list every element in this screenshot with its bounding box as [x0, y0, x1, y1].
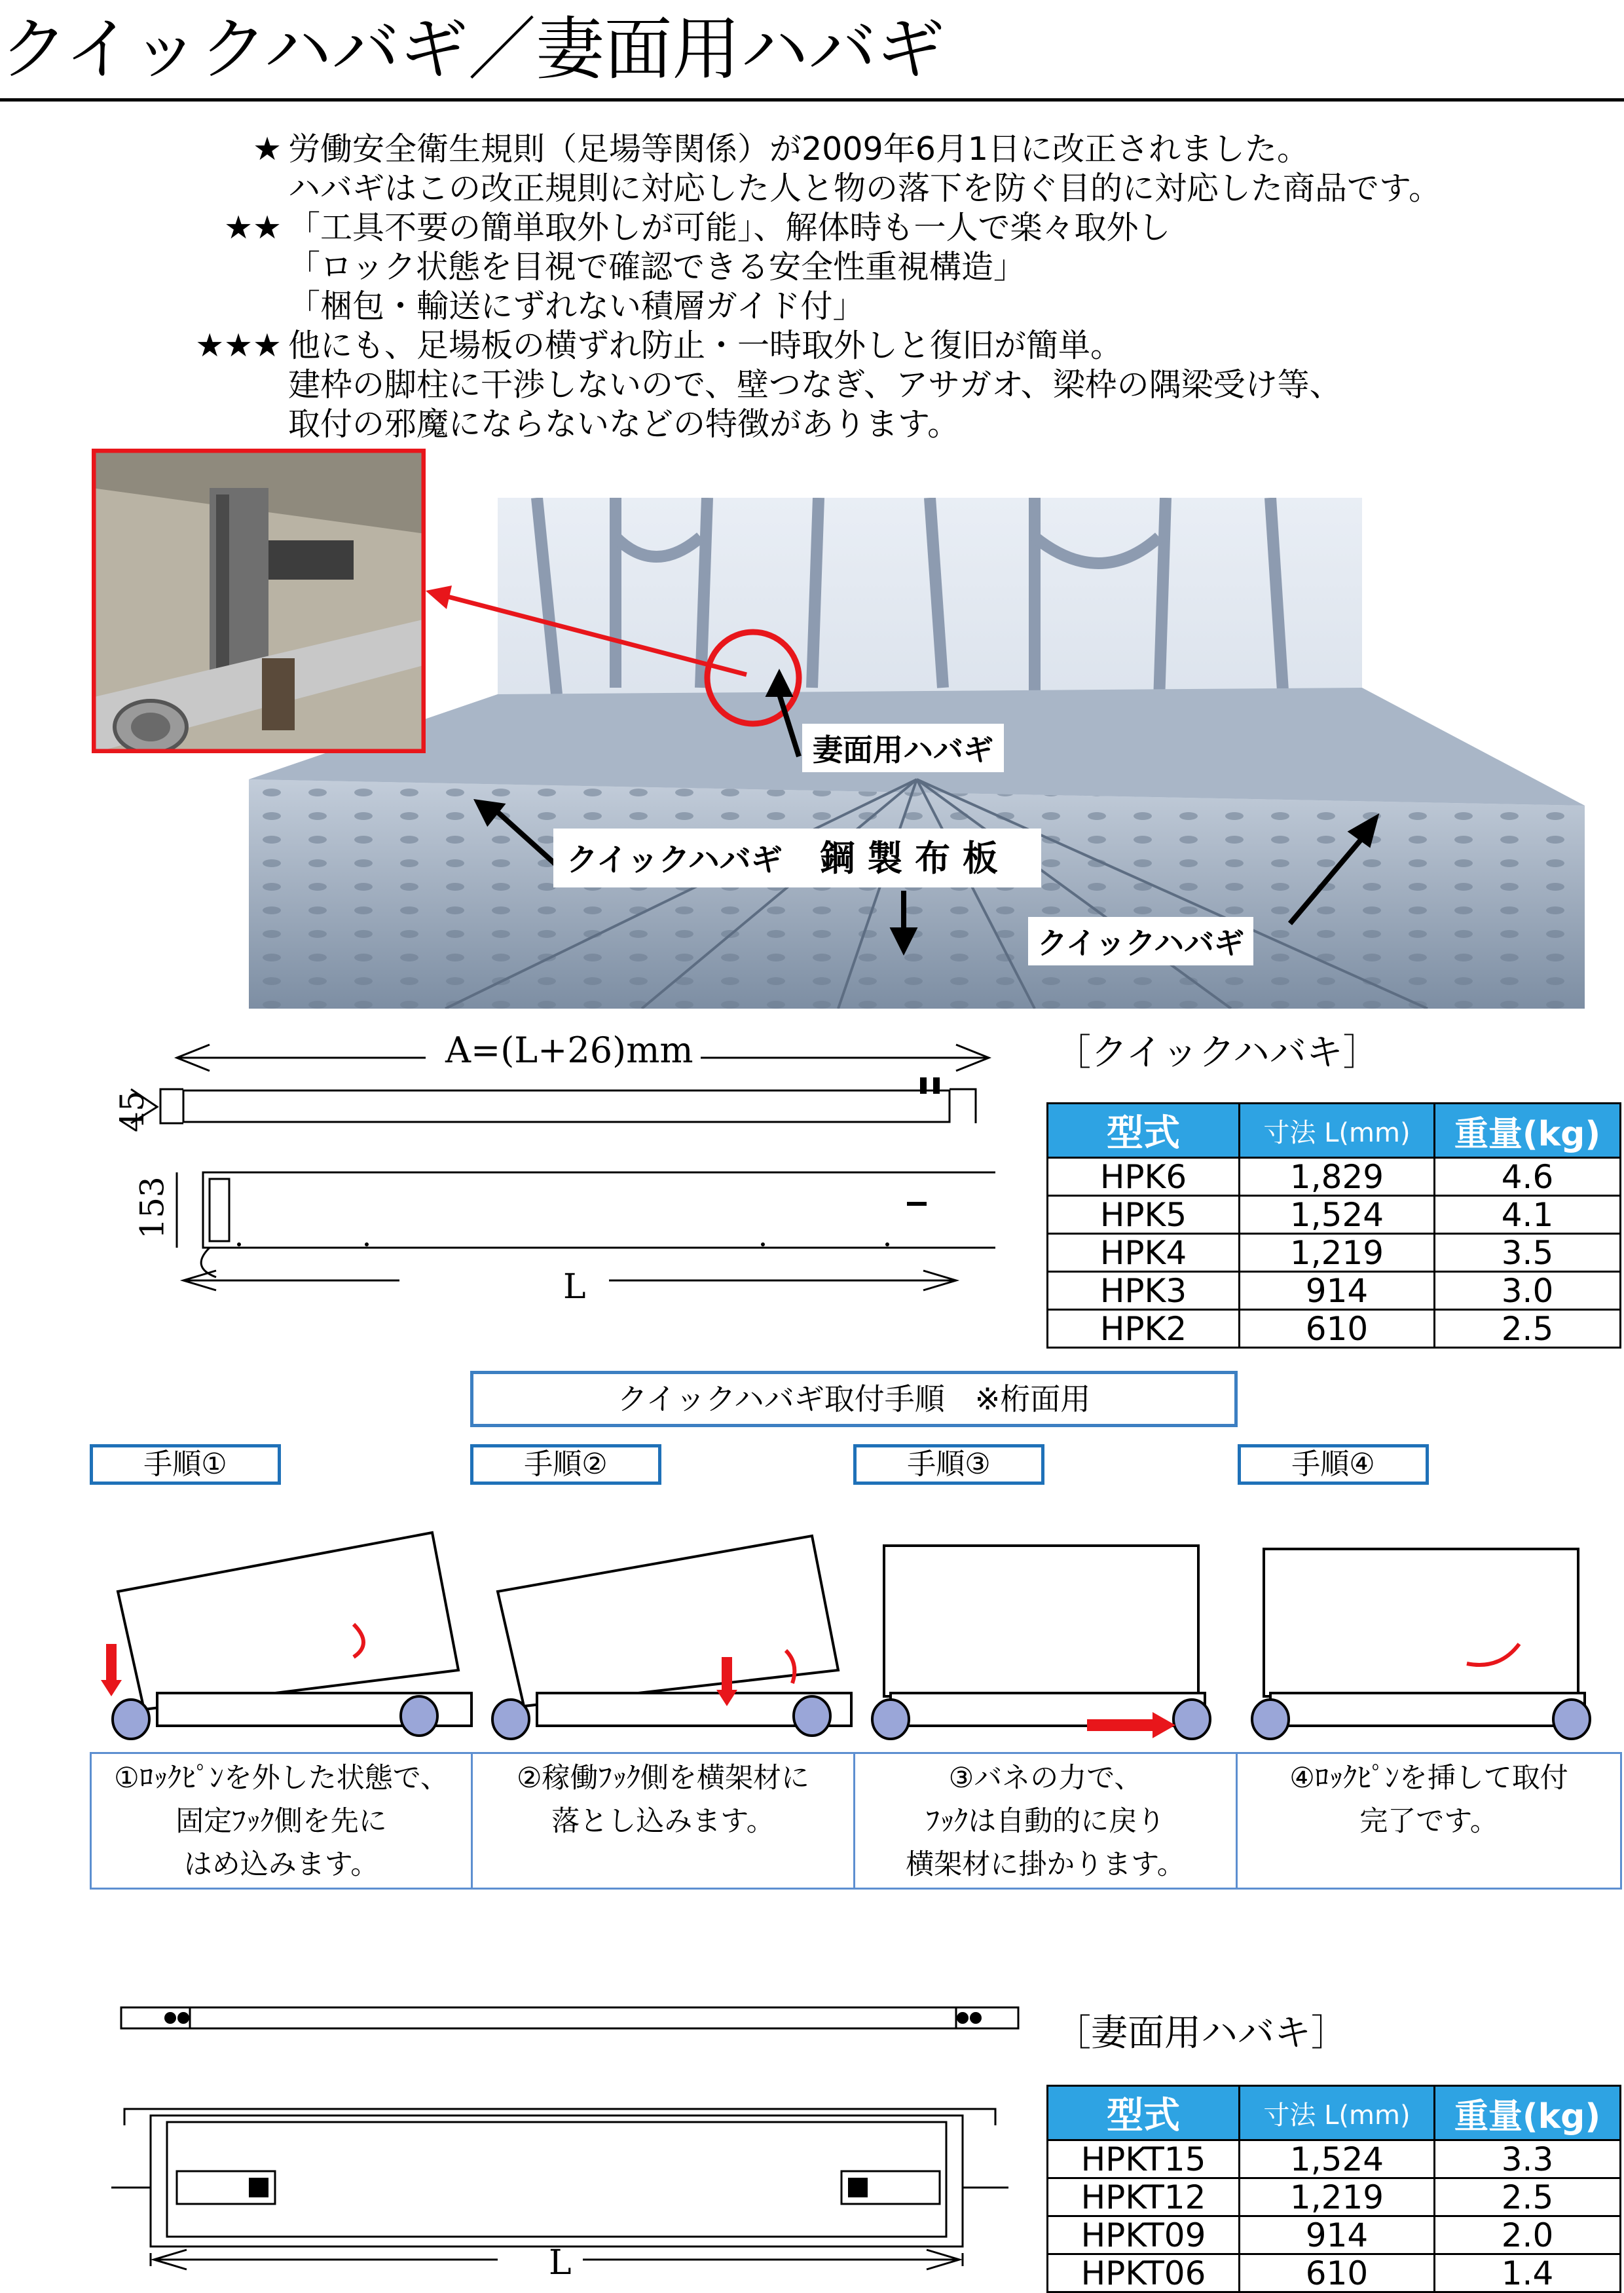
- weight-cell: 2.0: [1435, 2216, 1621, 2254]
- feature-line: 取付の邪魔にならないなどの特徴があります。: [288, 405, 960, 443]
- quick-label-right: クイックハバギ: [1028, 917, 1253, 965]
- table-row: [1048, 1234, 1621, 1272]
- length-cell: 610: [1240, 1310, 1435, 1348]
- model-cell: HPK2: [1048, 1310, 1240, 1348]
- step-3-label: 手順③: [853, 1444, 1044, 1485]
- table-row: [1048, 2254, 1621, 2292]
- weight-cell: 2.5: [1435, 1310, 1621, 1348]
- step-4-label: 手順④: [1238, 1444, 1429, 1485]
- end-spec-table: [1046, 2085, 1621, 2293]
- feature-3: [195, 326, 1342, 444]
- weight-cell: 2.5: [1435, 2178, 1621, 2216]
- col-header-length: 寸法 L(mm): [1240, 2086, 1435, 2140]
- weight-cell: 1.4: [1435, 2254, 1621, 2292]
- feature-line: 「工具不要の簡単取外しが可能」、解体時も一人で楽々取外し: [288, 209, 1171, 246]
- feature-line: 労働安全衛生規則（足場等関係）が2009年6月1日に改正されました。: [288, 130, 1310, 168]
- step-1-label: 手順①: [90, 1444, 281, 1485]
- dim-a-label: A=(L+26)mm: [445, 1030, 693, 1071]
- step-4-illustration: [1252, 1549, 1590, 1739]
- description-line: はめ込みます。: [183, 1848, 379, 1881]
- dim-153-label: 153: [133, 1176, 172, 1239]
- quick-spec-table: [1046, 1102, 1621, 1349]
- dim-l-label: L: [563, 1267, 586, 1307]
- table-row: [1048, 1310, 1621, 1348]
- length-cell: 914: [1240, 2216, 1435, 2254]
- length-cell: 1,219: [1240, 1234, 1435, 1272]
- description-line: ④ﾛｯｸﾋﾟﾝを挿して取付: [1289, 1762, 1568, 1795]
- star-icon: ★★: [224, 209, 282, 246]
- col-header-model: 型式: [1048, 1104, 1240, 1158]
- length-cell: 1,524: [1240, 2140, 1435, 2178]
- step-4-description: [1236, 1752, 1622, 1890]
- feature-1: [253, 130, 1441, 208]
- weight-cell: 4.6: [1435, 1158, 1621, 1196]
- description-line: 固定ﾌｯｸ側を先に: [175, 1805, 387, 1838]
- model-cell: HPK4: [1048, 1234, 1240, 1272]
- col-header-length: 寸法 L(mm): [1240, 1104, 1435, 1158]
- feature-2: [224, 208, 1171, 326]
- board-label-box: [553, 829, 1041, 887]
- model-cell: HPK5: [1048, 1196, 1240, 1234]
- quick-table-title: ［クイックハバキ］: [1054, 1032, 1380, 1074]
- description-line: ③バネの力で、: [948, 1762, 1143, 1795]
- model-cell: HPKT06: [1048, 2254, 1240, 2292]
- quick-label-left: クイックハバギ: [566, 842, 783, 878]
- model-cell: HPKT09: [1048, 2216, 1240, 2254]
- table-row: [1048, 2178, 1621, 2216]
- feature-line: 「ロック状態を目視で確認できる安全性重視構造」: [288, 248, 1026, 286]
- feature-line: 他にも、足場板の横ずれ防止・一時取外しと復旧が簡単。: [288, 327, 1123, 364]
- description-line: ①ﾛｯｸﾋﾟﾝを外した状態で、: [114, 1762, 449, 1795]
- col-header-weight: 重量(kg): [1435, 1104, 1621, 1158]
- step-2-illustration: [492, 1536, 851, 1739]
- feature-line: ハバギはこの改正規則に対応した人と物の落下を防ぐ目的に対応した商品です。: [288, 170, 1441, 207]
- end-dim-l-label: L: [549, 2243, 572, 2283]
- length-cell: 610: [1240, 2254, 1435, 2292]
- weight-cell: 3.5: [1435, 1234, 1621, 1272]
- step-1-description: [90, 1752, 473, 1890]
- hook-closeup-photo: [92, 449, 426, 753]
- table-row: [1048, 1158, 1621, 1196]
- length-cell: 1,524: [1240, 1196, 1435, 1234]
- model-cell: HPK6: [1048, 1158, 1240, 1196]
- procedure-illustrations: [92, 1506, 1624, 1749]
- feature-line: 「梱包・輸送にずれない積層ガイド付」: [288, 288, 865, 325]
- length-cell: 1,219: [1240, 2178, 1435, 2216]
- steel-board-label: 鋼 製 布 板: [819, 837, 998, 879]
- table-row: [1048, 2216, 1621, 2254]
- table-row: [1048, 1196, 1621, 1234]
- length-cell: 1,829: [1240, 1158, 1435, 1196]
- col-header-weight: 重量(kg): [1435, 2086, 1621, 2140]
- page-title: クイックハバギ／妻面用ハバギ: [0, 0, 1624, 102]
- procedure-title: クイックハバギ取付手順 ※桁面用: [470, 1371, 1238, 1427]
- end-table-title: ［妻面用ハバキ］: [1054, 2012, 1348, 2055]
- model-cell: HPK3: [1048, 1272, 1240, 1310]
- description-line: 横架材に掛かります。: [906, 1848, 1185, 1881]
- description-line: 落とし込みます。: [551, 1805, 775, 1838]
- description-line: ②稼働ﾌｯｸ側を横架材に: [516, 1762, 810, 1795]
- col-header-model: 型式: [1048, 2086, 1240, 2140]
- length-cell: 914: [1240, 1272, 1435, 1310]
- red-callout-arrow: [419, 576, 760, 681]
- model-cell: HPKT12: [1048, 2178, 1240, 2216]
- step-2-label: 手順②: [470, 1444, 661, 1485]
- star-icon: ★: [253, 130, 282, 168]
- table-row: [1048, 2140, 1621, 2178]
- end-face-habaki-diagram: [111, 1991, 1041, 2279]
- table-row: [1048, 1272, 1621, 1310]
- model-cell: HPKT15: [1048, 2140, 1240, 2178]
- star-icon: ★★★: [195, 327, 282, 364]
- weight-cell: 3.3: [1435, 2140, 1621, 2178]
- weight-cell: 4.1: [1435, 1196, 1621, 1234]
- step-2-description: [471, 1752, 855, 1890]
- description-line: 完了です。: [1359, 1805, 1498, 1838]
- feature-line: 建枠の脚柱に干渉しないので、壁つなぎ、アサガオ、梁枠の隅梁受け等、: [288, 366, 1342, 403]
- step-3-description: [853, 1752, 1238, 1890]
- description-line: ﾌｯｸは自動的に戻り: [925, 1805, 1166, 1838]
- weight-cell: 3.0: [1435, 1272, 1621, 1310]
- step-1-illustration: [113, 1533, 471, 1739]
- dim-45-label: 45: [113, 1091, 151, 1132]
- step-3-illustration: [872, 1546, 1210, 1739]
- end-face-label: 妻面用ハバギ: [802, 724, 1004, 772]
